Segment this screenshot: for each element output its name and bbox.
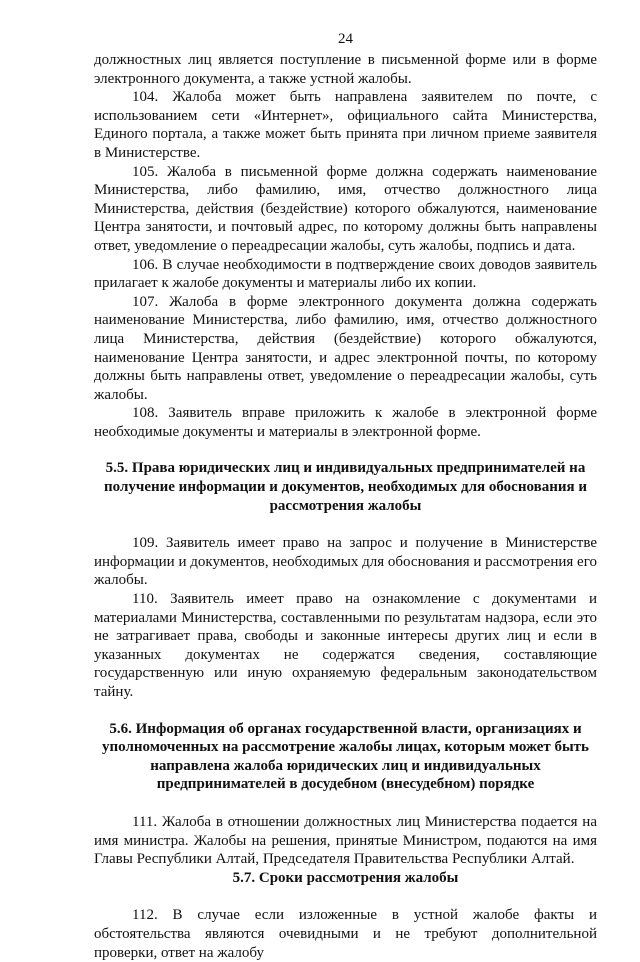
paragraph-107: 107. Жалоба в форме электронного документа должна содержать наименование Министерства, либо фамилию, имя, отчество должностного лица Министерства, действия (бездействие) которого обжалуются, наименование Центра занятости, и адрес электронной почты, по которому должны быть направлены ответ, уведомление о переадресации жалобы, суть жалобы. <box>94 293 597 403</box>
paragraph-106: 106. В случае необходимости в подтверждение своих доводов заявитель прилагает к жалобе документы и материалы либо их копии. <box>94 256 597 292</box>
paragraph-108: 108. Заявитель вправе приложить к жалобе в электронной форме необходимые документы и материалы в электронной форме. <box>94 405 597 440</box>
section-heading-5-6: 5.6. Информация об органах государственной власти, организациях и уполномоченных на рассмотрение жалобы лицах, которым может быть направлена жалоба юридических лиц и индивидуальных предпринимателей в досудебном (внесудебном) порядке <box>102 720 589 793</box>
section-heading-5-5: 5.5. Права юридических лиц и индивидуальных предпринимателей на получение информации и документов, необходимых для обоснования и рассмотрения жалобы <box>104 460 587 514</box>
paragraph-105: 105. Жалоба в письменной форме должна содержать наименование Министерства, либо фамилию, имя, отчество должностного лица Министерства, действия (бездействие) которого обжалуются, наименование Центра занятости, и почтовый адрес, по которому должны быть направлены ответ, уведомление о переадресации жалобы, суть жалобы, подпись и дата. <box>94 163 597 254</box>
spacer <box>94 441 597 459</box>
paragraph-continuation: должностных лиц является поступление в письменной форме или в форме электронного документа, а также устной жалобы. <box>94 52 597 87</box>
spacer <box>94 887 597 906</box>
paragraph-110: 110. Заявитель имеет право на ознакомление с документами и материалами Министерства, составленными по результатам надзора, если это не затрагивает права, свободы и законные интересы других лиц и если в указанных документах не содержатся сведения, составляющие государственную или иную охраняемую федеральным законодательством тайну. <box>94 591 597 700</box>
document-body <box>94 51 597 962</box>
paragraph-111: 111. Жалоба в отношении должностных лиц Министерства подается на имя министра. Жалобы на решения, принятые Министром, подаются на имя Главы Республики Алтай, Председателя Правительства Республики Алтай. <box>94 813 597 868</box>
spacer <box>94 515 597 534</box>
spacer <box>94 702 597 720</box>
paragraph-104: 104. Жалоба может быть направлена заявителем по почте, с использованием сети «Интернет», официального сайта Министерства, Единого портала, а также может быть принята при личном приеме заявителя в Министерстве. <box>94 89 597 161</box>
paragraph-109: 109. Заявитель имеет право на запрос и получение в Министерстве информации и документов, необходимых для обоснования и рассмотрения его жалобы. <box>94 535 597 589</box>
section-heading-5-7: 5.7. Сроки рассмотрения жалобы <box>232 869 459 886</box>
page-number: 24 <box>338 31 353 47</box>
paragraph-112: 112. В случае если изложенные в устной жалобе факты и обстоятельства являются очевидными и не требуют дополнительной проверки, ответ на жалобу <box>94 907 597 961</box>
spacer <box>94 794 597 813</box>
